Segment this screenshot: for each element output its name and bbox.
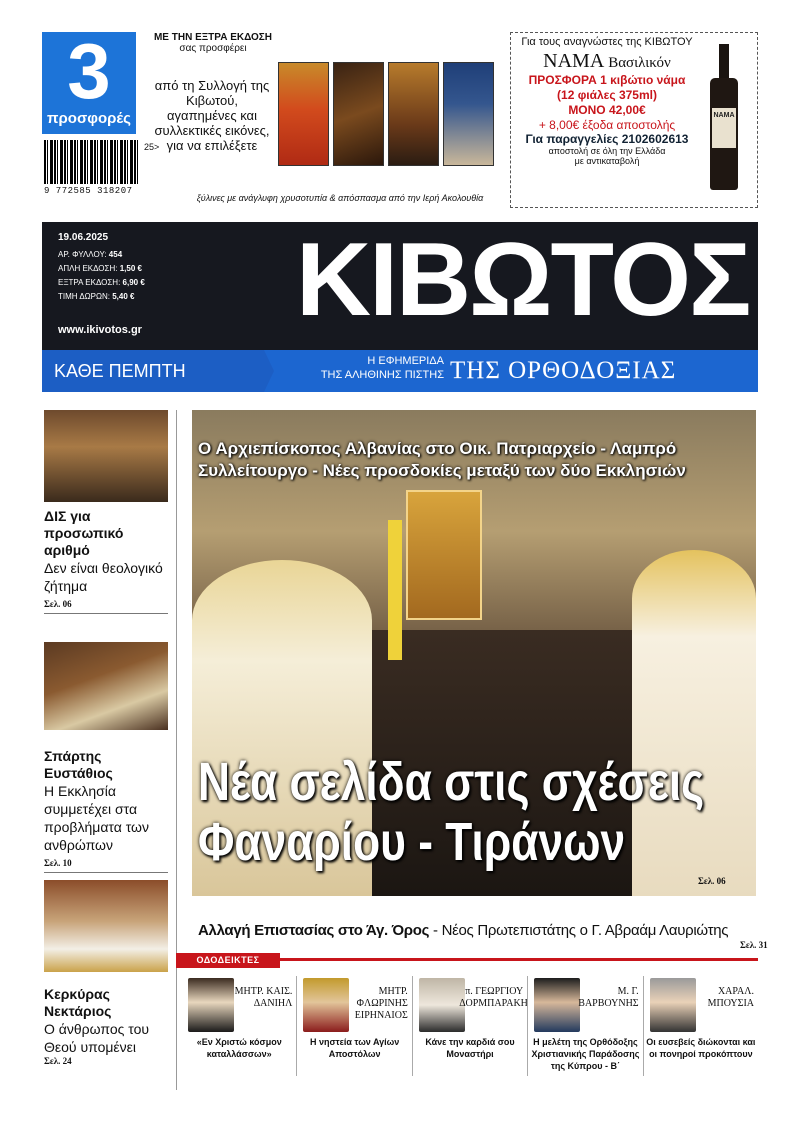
columnist-title: Η μελέτη της Ορθόδοξης Χριστιανικής Παράδοσης της Κύπρου - Β΄ [531,1037,640,1071]
sidebar-story-1-heading-line1: ΔΙΣ για [44,508,91,524]
columnist-item[interactable] [296,976,411,1076]
masthead-subtitle-line2: ΤΗΣ ΑΛΗΘΙΝΗΣ ΠΙΣΤΗΣ [320,369,444,381]
wine-brand-name: ΝΑΜΑ [543,50,604,72]
icon-card-last-supper[interactable] [388,62,439,166]
strapline-rest: - Νέος Πρωτεπιστάτης ο Γ. Αβραάμ Λαυριώτης [429,922,729,939]
gifts-price: 5,40 € [112,292,135,301]
columnists-row [182,976,758,1076]
sidebar-story-1-page: Σελ. 06 [44,599,72,609]
sidebar-divider [44,872,168,873]
icon-card-elder[interactable] [443,62,494,166]
masthead-subtitle-line1: Η ΕΦΗΜΕΡΙΔΑ [367,355,444,367]
weekly-label: ΚΑΘΕ ΠΕΜΠΤΗ [42,350,264,392]
offers-label: προσφορές [47,110,131,127]
sidebar-divider [44,613,168,614]
wine-bottle-icon [708,44,740,194]
bottle-label: ΝΑΜΑ [712,108,736,148]
masthead-subtitle [280,354,444,382]
wine-offer-intro: Για τους αναγνώστες της ΚΙΒΩΤΟΥ [521,36,693,48]
offers-count: 3 [67,27,111,115]
extra-edition-title: ΜΕ ΤΗΝ ΕΞΤΡΑ ΕΚΔΟΣΗ [153,32,273,43]
wine-delivery: αποστολή σε όλη την Ελλάδα [548,146,666,156]
bottle-neck [719,44,729,78]
columnist-name: ΧΑΡΑΛ. ΜΠΟΥΣΙΑ [707,986,755,1009]
sidebar-story-3-body: Ο άνθρωπος του Θεού υπομένει [44,1021,150,1055]
sidebar-story-1[interactable] [44,410,168,614]
barcode-number: 9 772585 318207 [44,186,133,196]
sidebar-story-2[interactable] [44,642,168,873]
wine-offer-price: ΜΟΝΟ 42,00€ [568,103,646,117]
main-story-page: Σελ. 06 [698,876,726,886]
guide-label: ΟΔΟΔΕΙΚΤΕΣ [176,953,280,968]
columnist-title: Κάνε την καρδιά σου Μοναστήρι [425,1037,515,1059]
sidebar-story-2-body: Η Εκκλησία συμμετέχει στα προβλήματα των ανθρώπων [44,783,149,853]
sidebar-story-2-heading: Σπάρτης Ευστάθιος [44,748,113,781]
masthead-slogan: ΤΗΣ ΟΡΘΟΔΟΞΙΑΣ [450,357,677,384]
sidebar-story-1-heading-line2: προσωπικό αριθμό [44,525,124,558]
barcode [44,140,160,196]
main-story-headline[interactable] [198,752,731,872]
extra-edition-text: από τη Συλλογή της Κιβωτού, αγαπημένες και συλλεκτικές εικόνες, για να επιλέξετε [154,78,270,153]
website-link[interactable]: www.ikivotos.gr [58,324,142,336]
icon-card-saint[interactable] [278,62,329,166]
main-story-kicker: Ο Αρχιεπίσκοπος Αλβανίας στο Οικ. Πατριαρχείο - Λαμπρό Συλλείτουργο - Νέες προσδοκίες μεταξύ των δύο Εκκλησιών [198,439,686,480]
main-headline-line1: Νέα σελίδα στις σχέσεις [198,752,705,812]
issue-number-label: ΑΡ. ΦΥΛΛΟΥ: [58,250,107,259]
simple-edition-price: 1,50 € [119,264,142,273]
wine-brand [514,50,700,73]
columnist-name: π. ΓΕΩΡΓΙΟΥ ΔΟΡΜΠΑΡΑΚΗ [459,986,528,1009]
columnist-name: Μ. Γ. ΒΑΡΒΟΥΝΗΣ [578,986,639,1009]
columnist-avatar [303,978,349,1032]
wine-orders-phone[interactable]: Για παραγγελίες 2102602613 [525,132,689,146]
simple-edition-label: ΑΠΛΗ ΕΚΔΟΣΗ: [58,264,118,273]
columnist-title: Η νηστεία των Αγίων Αποστόλων [309,1037,400,1059]
main-headline-line2: Φαναρίου - Τιράνων [198,812,626,872]
barcode-bars [44,140,140,184]
columnist-avatar [650,978,696,1032]
wine-brand-suffix: Βασιλικόν [608,55,671,71]
sidebar-story-3-heading-line2: Νεκτάριος [44,1003,112,1019]
photo-candle [388,520,402,660]
sidebar-story-1-body: Δεν είναι θεολογικό ζήτημα [44,560,163,594]
gifts-label: ΤΙΜΗ ΔΩΡΩΝ: [58,292,110,301]
sidebar-story-3-heading [44,986,168,1020]
offers-badge [42,27,136,134]
sidebar-photo-synod [44,410,168,502]
columnist-avatar [534,978,580,1032]
extra-edition-sub: σας προσφέρει [179,43,247,54]
icon-gallery-caption: ξύλινες με ανάγλυφη χρυσοτυπία & απόσπασμα από την Ιερή Ακολουθία [196,193,484,203]
strapline-page: Σελ. 31 [740,940,768,950]
extra-edition-price: 6,90 € [122,278,145,287]
sidebar-story-3-heading-line1: Κερκύρας [44,986,110,1002]
columnist-item[interactable] [412,976,527,1076]
sidebar-photo-sparta [44,642,168,730]
issue-info [58,248,145,304]
icon-card-apostles[interactable] [333,62,384,166]
sidebar-photo-corfu [44,880,168,972]
columnist-avatar [188,978,234,1032]
sidebar-story-2-page: Σελ. 10 [44,858,72,868]
wine-cod: με αντικαταβολή [574,156,640,166]
columnist-title: Οι ευσεβείς διώκονται και οι πονηροί προκόπτουν [646,1037,756,1059]
band-arrow-icon [264,350,274,392]
strapline-bold: Αλλαγή Επιστασίας στο Άγ. Όρος [198,922,430,939]
sidebar-story-1-heading [44,508,168,559]
issue-date: 19.06.2025 [58,232,109,243]
columnist-name: ΜΗΤΡ. ΚΑΙΣ. ΔΑΝΙΗΛ [234,986,293,1009]
wine-offer-text [514,36,700,166]
wine-offer-line2: (12 φιάλες 375ml) [557,88,657,102]
columnist-avatar [419,978,465,1032]
photo-christ-icon [406,490,482,620]
columnist-item[interactable] [527,976,642,1076]
column-divider [176,410,177,1090]
extra-edition-label: ΕΞΤΡΑ ΕΚΔΟΣΗ: [58,278,121,287]
columnist-item[interactable] [182,976,296,1076]
barcode-issue-code: 25> [144,142,160,152]
extra-edition-heading [148,32,278,54]
icon-gallery [278,62,494,166]
bottle-body [710,78,738,190]
columnist-item[interactable] [643,976,758,1076]
sidebar-story-3-page: Σελ. 24 [44,1056,72,1066]
wine-shipping: + 8,00€ έξοδα αποστολής [538,118,676,132]
columnist-title: «Εν Χριστώ κόσμον καταλλάσσων» [196,1037,282,1059]
columnist-name: ΜΗΤΡ. ΦΛΩΡΙΝΗΣ ΕΙΡΗΝΑΙΟΣ [354,986,408,1021]
newspaper-title: ΚΙΒΩΤΟΣ [296,222,750,338]
strapline[interactable] [198,922,758,939]
wine-offer-line1: ΠΡΟΣΦΟΡΑ 1 κιβώτιο νάμα [528,73,686,87]
sidebar-story-3[interactable] [44,880,168,1066]
issue-number: 454 [108,250,123,259]
